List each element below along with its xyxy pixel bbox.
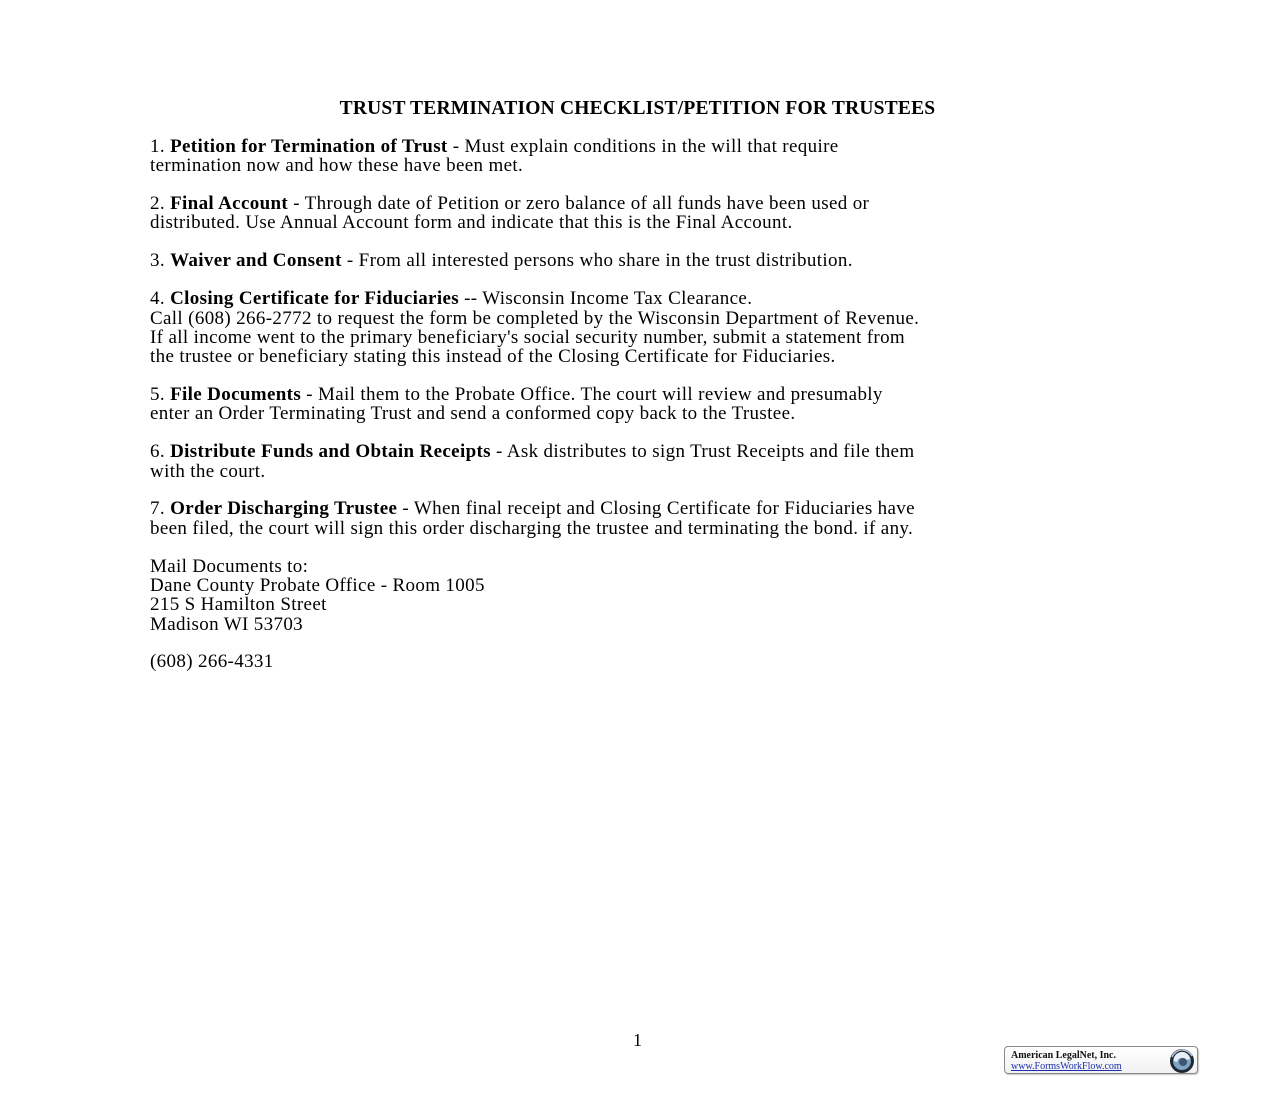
checklist-item-2 xyxy=(150,194,1140,233)
globe-logo-icon xyxy=(1169,1048,1195,1074)
item-separator: - xyxy=(490,441,507,463)
mail-label: Mail Documents to: xyxy=(150,555,309,577)
item-heading: Closing Certificate for Fiduciaries xyxy=(170,288,459,310)
item-separator: -- xyxy=(458,288,483,310)
checklist-item-1 xyxy=(150,137,1140,176)
address-line-office: Dane County Probate Office - Room 1005 xyxy=(150,574,485,596)
item-separator: - xyxy=(341,250,359,272)
item-text-line: If all income went to the primary beneficiary's social security number, submit a statement from xyxy=(150,326,906,348)
page-number: 1 xyxy=(633,1030,642,1050)
item-text-line: From all interested persons who share in the trust distribution. xyxy=(358,250,853,272)
checklist-item-5 xyxy=(150,385,1140,424)
item-heading: File Documents xyxy=(170,384,302,406)
item-heading: Distribute Funds and Obtain Receipts xyxy=(170,441,491,463)
checklist-item-4 xyxy=(150,289,1140,366)
item-text-line: with the court. xyxy=(150,460,266,482)
item-separator: - xyxy=(397,498,414,520)
item-heading: Waiver and Consent xyxy=(170,250,342,272)
item-separator: - xyxy=(301,384,318,406)
item-text-line: Through date of Petition or zero balance of all funds have been used or xyxy=(304,193,870,215)
footer-company-name: American LegalNet, Inc. xyxy=(1011,1050,1116,1061)
checklist-item-6 xyxy=(150,442,1140,481)
page-title: TRUST TERMINATION CHECKLIST/PETITION FOR TRUSTEES xyxy=(339,98,936,119)
footer-website-link[interactable]: www.FormsWorkFlow.com xyxy=(1011,1061,1122,1072)
checklist-item-3 xyxy=(150,251,1140,270)
checklist-item-7 xyxy=(150,499,1140,538)
item-number: 5. xyxy=(150,384,165,406)
item-text-line: the trustee or beneficiary stating this instead of the Closing Certificate for Fiduciaries. xyxy=(150,346,836,368)
item-number: 4. xyxy=(150,288,165,310)
mailing-address xyxy=(150,557,1140,634)
item-separator: - xyxy=(447,136,465,157)
item-number: 1. xyxy=(150,136,165,157)
checklist-body xyxy=(150,137,1140,672)
item-text-line: Ask distributes to sign Trust Receipts and file them xyxy=(506,441,915,463)
item-heading: Order Discharging Trustee xyxy=(170,498,398,520)
item-text-line: Must explain conditions in the will that require xyxy=(464,136,839,157)
contact-phone: (608) 266-4331 xyxy=(150,651,274,673)
item-text-line: Call (608) 266-2772 to request the form be completed by the Wisconsin Department of Revenue. xyxy=(150,307,920,329)
item-text-line: termination now and how these have been met. xyxy=(150,155,524,177)
item-separator: - xyxy=(288,193,305,215)
footer-badge[interactable] xyxy=(1004,1046,1198,1074)
item-text-line: enter an Order Terminating Trust and send a conformed copy back to the Trustee. xyxy=(150,403,796,425)
item-heading: Final Account xyxy=(170,193,289,215)
address-line-street: 215 S Hamilton Street xyxy=(150,594,327,616)
item-text-line: been filed, the court will sign this order discharging the trustee and terminating the bond. if any. xyxy=(150,517,914,539)
item-number: 6. xyxy=(150,441,165,463)
item-number: 7. xyxy=(150,498,165,520)
address-line-city: Madison WI 53703 xyxy=(150,613,304,635)
item-text-line: Wisconsin Income Tax Clearance. xyxy=(482,288,753,310)
item-text-line: distributed. Use Annual Account form and indicate that this is the Final Account. xyxy=(150,212,793,234)
item-text-line: Mail them to the Probate Office. The court will review and presumably xyxy=(317,384,883,406)
item-number: 3. xyxy=(150,250,165,272)
item-text-line: When final receipt and Closing Certificate for Fiduciaries have xyxy=(413,498,915,520)
item-heading: Petition for Termination of Trust xyxy=(170,136,448,157)
item-number: 2. xyxy=(150,193,165,215)
